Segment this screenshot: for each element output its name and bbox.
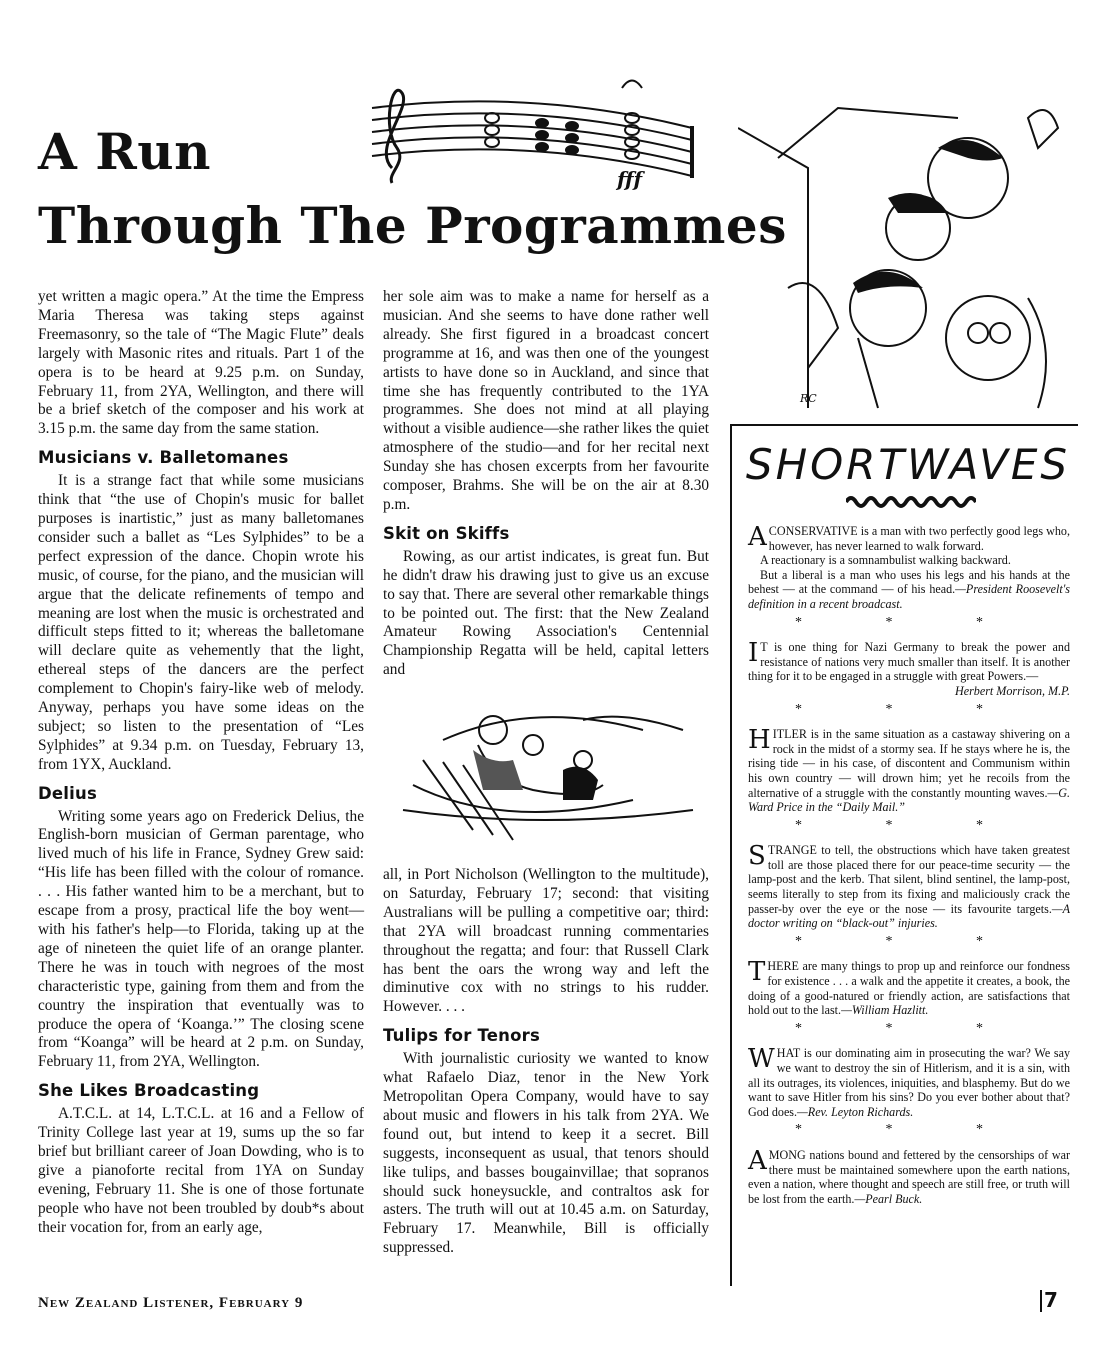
footer-publication: New Zealand Listener, February 9 xyxy=(38,1295,304,1311)
col1-paragraph-3: Writing some years ago on Frederick Delius, the English-born musician of German parentage, who lived much of his life in France, Sydney Grew said: “His life has been filled with the colour of romance. . . . His father wanted him to be a merchant, but to escape from a prosy, practical life the boy went—with his father's help—to Florida, taking up at the age of nineteen the quiet life of an orange planter. There he was in touch with negroes of the most characteristic type, gaining from them and from the country the inspiration that eventually was to produce the opera of ‘Koanga.’” The closing scene from “Koanga” will be heard at 2 p.m. on Sunday, February 11, from 2YA, Wellington. xyxy=(38,807,364,1071)
shortwave-item xyxy=(748,727,1070,815)
shortwave-source: Herbert Morrison, M.P. xyxy=(954,683,1070,698)
shortwaves-title: SHORTWAVES xyxy=(745,440,1071,489)
col2-paragraph-4: With journalistic curiosity we wanted to know what Rafaelo Diaz, tenor in the New York Metropolitan Opera Company, would have to say about music and flowers in his talk from 2YA. We found out, but intend to keep it a secret. Bill suggests, inconsequent as usual, that tenors should like tulips, and basses bougainvillae; that sopranos should suck honeysuckle, and contraltos ask for asters. The truth will out at 10.45 a.m. on Saturday, February 17. Meanwhile, Bill is officially suppressed. xyxy=(383,1050,709,1257)
shortwave-item xyxy=(748,959,1070,1017)
shortwave-extra: A reactionary is a somnambulist walking backward. xyxy=(760,553,1011,568)
shortwave-source: —A doctor writing on “black-out” injuries. xyxy=(748,901,1070,931)
svg-text:fff: fff xyxy=(617,167,643,191)
col1-paragraph-4: A.T.C.L. at 14, L.T.C.L. at 16 and a Fellow of Trinity College last year at 19, sums up the so far brief but brilliant career of Joan Dowding, who is to give a pianoforte recital from 1YA on Sunday evening, February 11. She is one of those fortunate people who have not been troubled by doub*s about their vocation for, from an early age, xyxy=(38,1105,364,1236)
shortwave-item xyxy=(748,843,1070,931)
column-1 xyxy=(38,288,364,1238)
drop-cap: W xyxy=(748,1044,775,1075)
shortwave-source: —Rev. Leyton Richards. xyxy=(797,1104,914,1119)
col2-paragraph-2: Rowing, as our artist indicates, is great fun. But he didn't draw his drawing just to give us an excuse to say that. There are several other remarkable things to be pointed out. The first: that the New Zealand Amateur Rowing Association's Centennial Championship Regatta will be held, capital letters and xyxy=(383,547,709,679)
shortwave-text: T is one thing for Nazi Germany to break the power and resistance of nations very much smaller than itself. It is another thing for it to be engaged in a struggle with great Powers.— xyxy=(748,640,1070,684)
headline-line-2: Through The Programmes xyxy=(38,196,787,255)
col1-heading-musicians: Musicians v. Balletomanes xyxy=(38,448,289,468)
shortwave-text: MONG nations bound and fettered by the censorships of war there must be maintained somewhere upon the earth nations, even a nation, where thought and speech are still free, or truth will be lost from the earth. xyxy=(748,1147,1070,1206)
star-separator: * * * xyxy=(795,1020,1023,1036)
shortwave-item xyxy=(748,1046,1070,1119)
star-separator: * * * xyxy=(795,1122,1023,1138)
drop-cap: A xyxy=(748,522,767,552)
shortwave-text: HAT is our dominating aim in prosecuting the war? We say we want to destroy the sin of Hitlerism, and it is a sin, with all its outrages, its violences, iniquities, and blasphemy. But do we want to save Hitler from his sins? Do you ever bother about that? God does. xyxy=(748,1046,1070,1119)
col2-heading-tulips: Tulips for Tenors xyxy=(383,1026,540,1046)
column-2 xyxy=(383,288,709,1258)
col1-paragraph-2: It is a strange fact that while some musicians think that “the use of Chopin's music for ballet purposes is inartistic,” just as many balletomanes consider such a ballet as “Les Sylphides” to be a perfect expression of the dance. Chopin wrote his music, of course, for the piano, and the musician will argue that the delicate refinements of tempo and meaning are lost when the music is orchestrated and difficult steps fitted to it; whereas the balletomane will declare quite as vehemently that the light, ethereal steps of the dancers are the perfect complement to Chopin's fairy-like web of melody. Anyway, perhaps you have some ideas on the subject; so listen to the presentation of “Les Sylphides” at 9.34 p.m. on Tuesday, February 13, from 1YX, Auckland. xyxy=(38,472,364,773)
col2-paragraph-1: her sole aim was to make a name for herself as a musician. And she seems to have done rather well already. She first figured in a broadcast concert programme at 16, and was then one of the youngest artists to have done so in Auckland, and since that time she has frequently contributed to the 1YA programmes. She does not mind at all playing without a visible audience—she rather likes the quiet atmosphere of the studio—and for her recital next Sunday she has chosen excerpts from her favourite composer, Brahms. She will be on the air at 8.30 p.m. xyxy=(383,288,709,513)
caricature-illustration xyxy=(738,88,1078,418)
shortwave-item xyxy=(748,1145,1070,1206)
col2-heading-skiffs: Skit on Skiffs xyxy=(383,523,510,543)
col2-paragraph-3: all, in Port Nicholson (Wellington to the multitude), on Saturday, February 17; second: that visiting Australians will be pulling a competitive oar; third: that 2YA will broadcast running commentaries throughout the regatta; and four: that Russell Clark has bent the oars the wrong way and left the diminutive cox with no strings to his rudder. However. . . . xyxy=(383,866,709,1016)
star-separator: * * * xyxy=(795,614,1023,630)
decorative-squiggle xyxy=(846,494,976,508)
page-number-bar xyxy=(1040,1290,1042,1312)
shortwaves-items xyxy=(748,524,1070,1208)
star-separator: * * * xyxy=(795,933,1023,949)
shortwave-item xyxy=(748,640,1070,698)
star-separator: * * * xyxy=(795,701,1023,717)
shortwave-extra: But a liberal is a man who uses his legs and his hands at the behest — at the command — of his head. xyxy=(748,567,1070,597)
drop-cap: S xyxy=(748,841,766,872)
shortwave-source: —G. Ward Price in the “Daily Mail.” xyxy=(748,785,1070,815)
page-number: 7 xyxy=(1044,1288,1058,1312)
headline-line-1: A Run xyxy=(38,122,211,181)
shortwave-text: CONSERVATIVE is a man with two perfectly good legs who, however, has never learned to walk forward. xyxy=(768,524,1070,553)
illustration-signature: RC xyxy=(800,392,817,405)
music-notation-illustration xyxy=(362,68,702,198)
drop-cap: A xyxy=(748,1145,767,1176)
shortwave-text: ITLER is in the same situation as a castaway shivering on a rock in the midst of a stormy sea. If he stays where he is, the rising tide — in his case, of discontent and Communism within his own country — will drown him; yet he recoils from the alternative of a struggle with the constantly mounting waves. xyxy=(748,727,1070,800)
star-separator: * * * xyxy=(795,817,1023,833)
shortwave-text: HERE are many things to prop up and reinforce our fondness for existence . . . a walk and the appetite it creates, a book, the doing of a good-natured or friendly action, are satisfactions that hold out to the last. xyxy=(748,959,1070,1018)
shortwave-source: —President Roosevelt's definition in a recent broadcast. xyxy=(748,582,1070,611)
shortwave-text: TRANGE to tell, the obstructions which have taken greatest toll are those placed there for our peace-time security — the lamp-post and the kerb. That silent, blind sentinel, the lamp-post, seems literally to step from its fixing and maliciously crack the passer-by over the eye or the nose — its favourite targets. xyxy=(748,843,1070,916)
drop-cap: T xyxy=(748,957,766,988)
rowing-cartoon-illustration xyxy=(383,690,709,850)
shortwave-source: —Pearl Buck. xyxy=(854,1191,923,1206)
shortwave-item xyxy=(748,524,1070,612)
shortwave-source: —William Hazlitt. xyxy=(841,1003,929,1018)
col1-paragraph-1: yet written a magic opera.” At the time the Empress Maria Theresa was taking steps against Freemasonry, so the tale of “The Magic Flute” deals largely with Masonic rites and rituals. Part 1 of the opera is to be heard at 9.25 p.m. on Sunday, February 11, from 2YA, Wellington, and there will be a brief sketch of the composer and his work at 3.15 p.m. the same day from the same station. xyxy=(38,288,364,438)
col1-heading-delius: Delius xyxy=(38,783,97,803)
drop-cap: H xyxy=(748,725,771,756)
drop-cap: I xyxy=(748,638,759,669)
col1-heading-broadcasting: She Likes Broadcasting xyxy=(38,1081,260,1101)
